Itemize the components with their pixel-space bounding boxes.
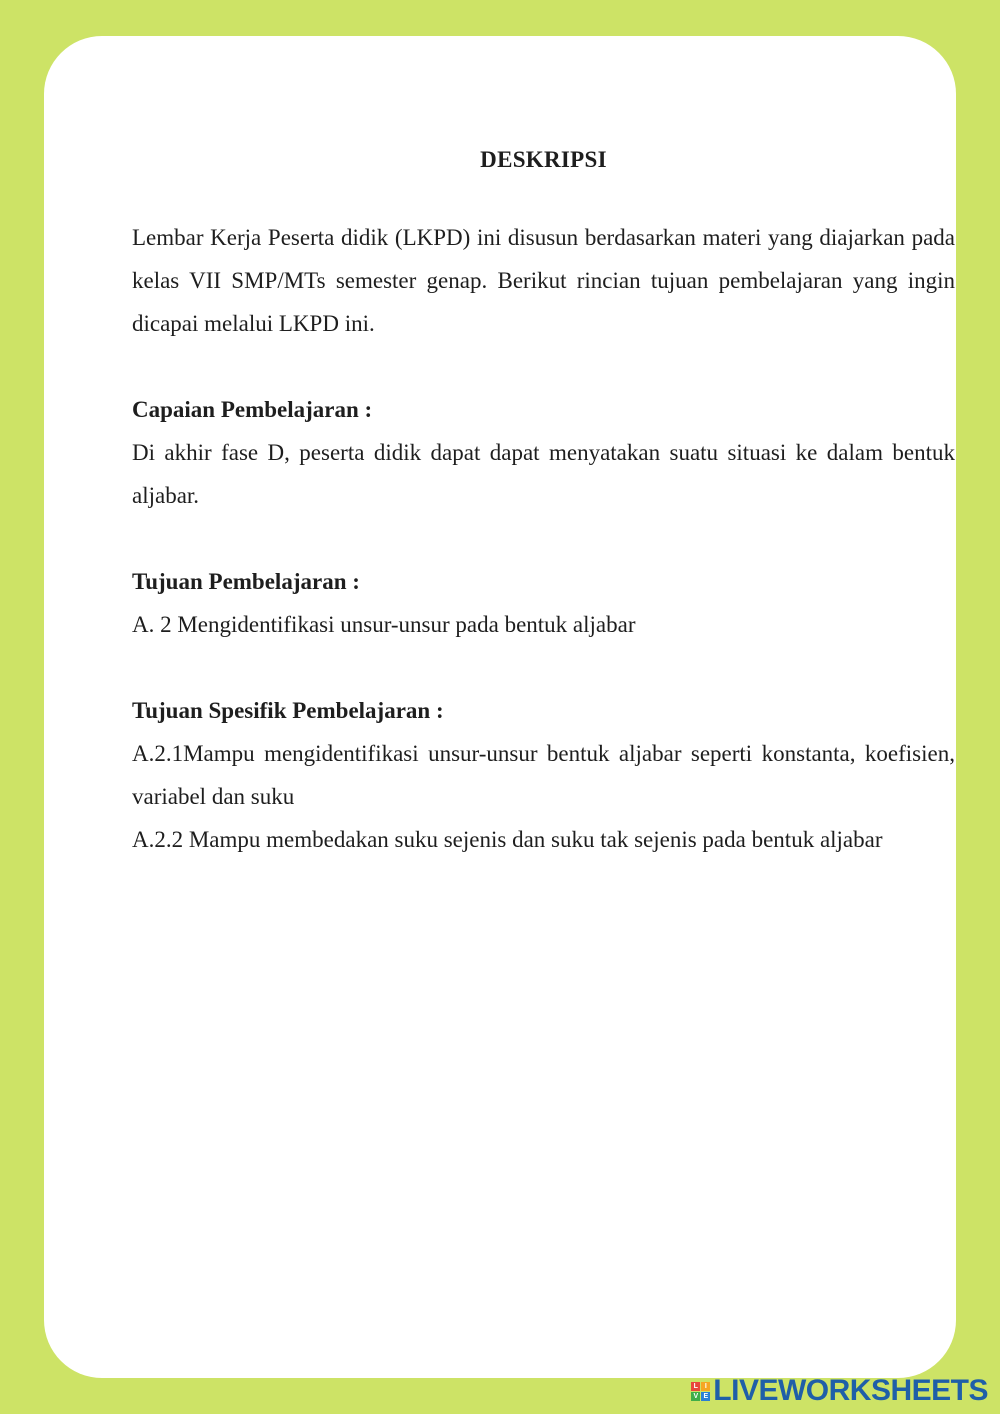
spacer bbox=[132, 646, 955, 689]
tujuan-spesifik-heading: Tujuan Spesifik Pembelajaran : bbox=[132, 698, 444, 723]
page-title: DESKRIPSI bbox=[480, 147, 607, 172]
spacer bbox=[132, 345, 955, 388]
intro-paragraph: Lembar Kerja Peserta didik (LKPD) ini disusun berdasarkan materi yang diajarkan pada kelas VII SMP/MTs semester genap. Berikut rincian tujuan pembelajaran yang ingin dicapai melalui LKPD ini. bbox=[132, 225, 955, 336]
logo-letter: I bbox=[701, 1382, 710, 1391]
tujuan-text: A. 2 Mengidentifikasi unsur-unsur pada bentuk aljabar bbox=[132, 612, 636, 637]
tujuan-heading: Tujuan Pembelajaran : bbox=[132, 569, 360, 594]
logo-letter: L bbox=[691, 1382, 700, 1391]
capaian-heading: Capaian Pembelajaran : bbox=[132, 397, 373, 422]
watermark-text: LIVEWORKSHEETS bbox=[713, 1374, 988, 1407]
logo-letter: E bbox=[701, 1392, 710, 1401]
logo-letter: V bbox=[691, 1392, 700, 1401]
document-card bbox=[44, 36, 956, 1378]
document-content bbox=[132, 140, 955, 861]
capaian-text: Di akhir fase D, peserta didik dapat dapat menyatakan suatu situasi ke dalam bentuk aljabar. bbox=[132, 440, 955, 508]
tujuan-spesifik-item: A.2.2 Mampu membedakan suku sejenis dan suku tak sejenis pada bentuk aljabar bbox=[132, 827, 883, 852]
spacer bbox=[132, 517, 955, 560]
liveworksheets-logo-icon bbox=[691, 1382, 710, 1401]
tujuan-spesifik-item: A.2.1Mampu mengidentifikasi unsur-unsur bentuk aljabar seperti konstanta, koefisien, variabel dan suku bbox=[132, 741, 955, 809]
liveworksheets-watermark[interactable] bbox=[691, 1376, 988, 1406]
